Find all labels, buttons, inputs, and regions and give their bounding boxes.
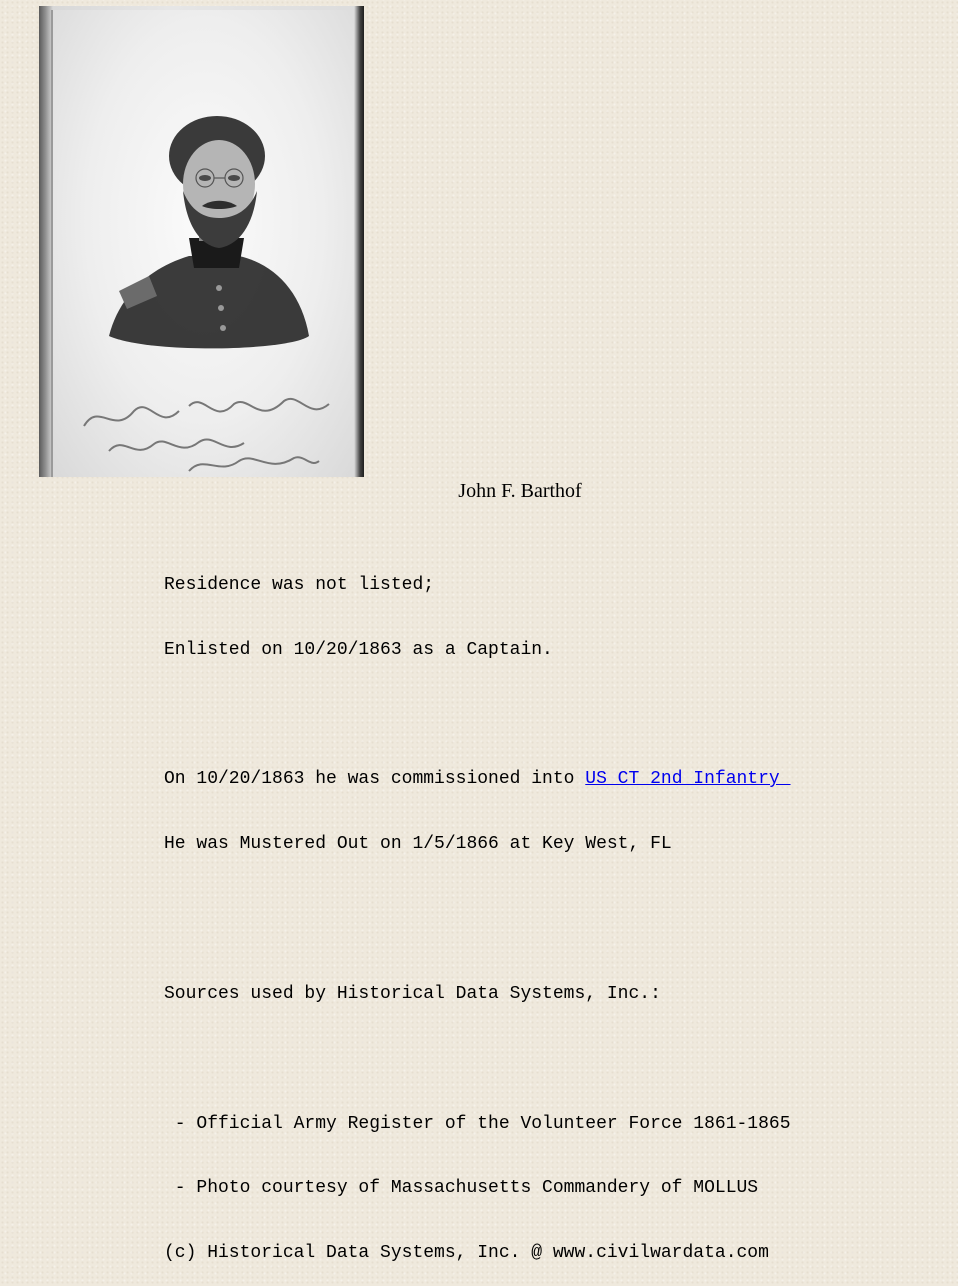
spacer	[164, 704, 791, 726]
commission-line	[164, 769, 791, 791]
sources-heading: Sources used by Historical Data Systems, Inc.:	[164, 984, 661, 1004]
photo-caption: John F. Barthof	[458, 480, 582, 502]
unit-link[interactable]: US CT 2nd Infantry	[585, 769, 791, 789]
portrait-illustration	[39, 6, 364, 477]
mustered-out-text: He was Mustered Out on 1/5/1866 at Key West, FL	[164, 833, 672, 854]
source-item: - Official Army Register of the Volunteer Force 1861-1865	[164, 1113, 791, 1134]
residence-text: Residence was not listed;	[164, 575, 435, 595]
commission-text: On 10/20/1863 he was commissioned into	[164, 769, 586, 789]
source-item: - Photo courtesy of Massachusetts Commandery of MOLLUS	[164, 1178, 759, 1198]
soldier-portrait-photo	[39, 6, 364, 477]
service-record	[164, 532, 791, 1286]
spacer	[164, 898, 791, 941]
enlisted-text: Enlisted on 10/20/1863 as a Captain.	[164, 639, 553, 660]
copyright-text: (c) Historical Data Systems, Inc. @ www.civilwardata.com	[164, 1242, 769, 1263]
spacer	[164, 1049, 791, 1071]
